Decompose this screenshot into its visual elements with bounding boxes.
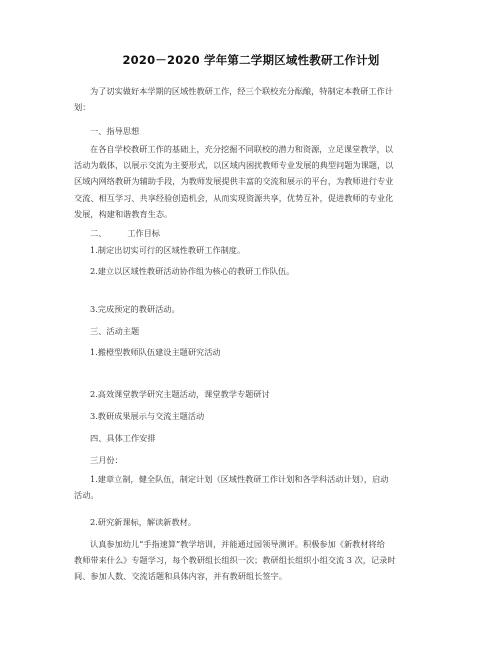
march-item-1: [74, 471, 430, 503]
march-item-3-line-2: 教师带来什么》专题学习，每个教研组长组织一次；教研组长组织小组交流 3 次，记录时: [74, 555, 396, 566]
guiding-line-2: 活动为载体，以展示交流为主要形式，以区域内困扰教师专业发展的典型问题为课题，以: [74, 160, 394, 171]
intro-paragraph: [74, 83, 430, 115]
guiding-line-4: 交流、相互学习、共享经验创造机会，从而实现资源共享，优势互补，促进教师的专业化: [74, 192, 394, 203]
theme-item-3: 3.教研成果展示与交流主题活动: [90, 411, 205, 421]
march-item-3: [74, 536, 430, 585]
intro-line-2: 划：: [74, 102, 91, 113]
section-heading-guiding-ideology: 一、指导思想: [90, 126, 140, 136]
guiding-line-1: 在各自学校教研工作的基础上，充分挖掘不同联校的潜力和资源，立足课堂教学，以: [90, 144, 393, 154]
goal-item-3: 3.完成预定的教研活动。: [90, 304, 180, 314]
goal-item-1: 1.制定出切实可行的区域性教研工作制度。: [90, 245, 246, 255]
document-title: 2020－2020 学年第二学期区域性教研工作计划: [122, 53, 380, 67]
intro-line-1: 为了切实做好本学期的区域性教研工作，经三个联校充分酝酿，特制定本教研工作计: [90, 86, 393, 96]
section-heading-work-goals: 二、 工作目标: [90, 228, 160, 238]
guiding-line-5: 发展，构建和谐教育生态。: [74, 208, 173, 219]
march-label: 三月份：: [90, 455, 123, 465]
guiding-line-3: 区域内网络教研为辅助手段，为教师发展提供丰富的交流和展示的平台，为教师进行专业: [74, 176, 394, 187]
march-item-2: 2.研究新课标，解读新教材。: [90, 517, 197, 527]
guiding-ideology-paragraph: [74, 141, 430, 222]
march-item-3-line-3: 间、参加人数、交流话题和具体内容，并有教研组长签字。: [74, 571, 287, 582]
goal-item-2: 2.建立以区域性教研活动协作组为核心的教研工作队伍。: [90, 266, 295, 276]
section-heading-work-schedule: 四、具体工作安排: [90, 433, 156, 443]
march-item-1-line-2: 活动。: [74, 490, 99, 501]
march-item-3-line-1: 认真参加幼儿“手指速算”教学培训，并能通过园领导测评。积极参加《新教材将给: [90, 539, 385, 549]
theme-item-1: 1.搬橙型教师队伍建设主题研究活动: [90, 347, 221, 357]
section-heading-activity-themes: 三、活动主题: [90, 326, 140, 336]
march-item-1-line-1: 1.建章立制，健全队伍，制定计划（区域性教研工作计划和各学科活动计划），启动: [90, 474, 389, 484]
theme-item-2: 2.高效课堂教学研究主题活动，课堂教学专题研讨: [90, 389, 270, 399]
